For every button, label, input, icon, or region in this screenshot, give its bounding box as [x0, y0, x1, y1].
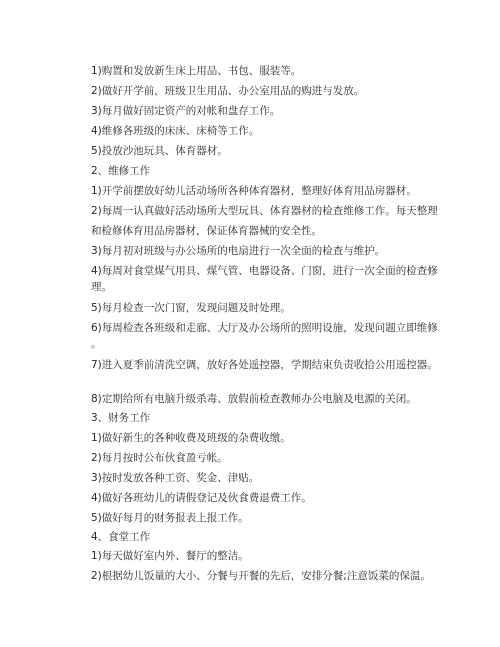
text-line-11: 4)每周对食堂煤气用具、煤气管、电器设备、门窗，进行一次全面的检查修 [91, 265, 438, 277]
text-line-22: 4)做好各班幼儿的请假登记及伙食费退费工作。 [91, 492, 312, 504]
text-line-9: 和检修体育用品房器材，保证体育器械的安全性。 [91, 225, 322, 237]
text-line-10: 3)每月初对班级与办公场所的电扇进行一次全面的检查与维护。 [91, 245, 386, 257]
text-line-19: 1)做好新生的各种收费及班级的杂费收缴。 [91, 432, 291, 444]
text-line-15: 。 [91, 338, 102, 350]
text-line-16: 7)进入夏季前清洗空调，放好各处遥控器，学期结束负责收拾公用遥控器。 [91, 359, 438, 371]
text-line-14: 6)每周检查各班级和走廊、大厅及办公场所的照明设施，发现问题立即维修 [91, 322, 438, 334]
section-heading-maintenance: 2、维修工作 [91, 165, 151, 177]
text-line-4: 4)维修各班级的床床、床椅等工作。 [91, 125, 260, 137]
text-line-21: 3)按时发放各种工资、奖金、津贴。 [91, 472, 260, 484]
text-line-26: 2)根据幼儿饭量的大小、分餐与开餐的先后，安排分餐;注意饭菜的保温。 [91, 570, 431, 582]
text-line-1: 1)购置和发放新生床上用品、书包、服装等。 [91, 65, 302, 77]
text-line-17: 8)定期给所有电脑升级杀毒、放假前检查教师办公电脑及电源的关闭。 [91, 393, 417, 405]
text-line-13: 5)每月检查一次门窗，发现问题及时处理。 [91, 302, 291, 314]
section-heading-finance: 3、财务工作 [91, 412, 151, 424]
section-heading-canteen: 4、食堂工作 [91, 531, 151, 543]
text-line-25: 1)每天做好室内外、餐厅的整洁。 [91, 550, 249, 562]
text-line-23: 5)做好每月的财务报表上报工作。 [91, 512, 249, 524]
text-line-5: 5)投放沙池玩具、体育器材。 [91, 145, 228, 157]
text-line-2: 2)做好开学前，班级卫生用品、办公室用品的购进与发放。 [91, 85, 365, 97]
text-line-7: 1)开学前摆放好幼儿活动场所各种体育器材，整理好体育用品房器材。 [91, 185, 417, 197]
text-line-3: 3)每月做好固定资产的对帐和盘存工作。 [91, 105, 281, 117]
text-line-8: 2)每周一认真做好活动场所大型玩具、体育器材的检查维修工作。每天整理 [91, 205, 438, 217]
text-line-20: 2)每月按时公布伙食盈亏帐。 [91, 452, 228, 464]
text-line-12: 理。 [91, 281, 112, 293]
